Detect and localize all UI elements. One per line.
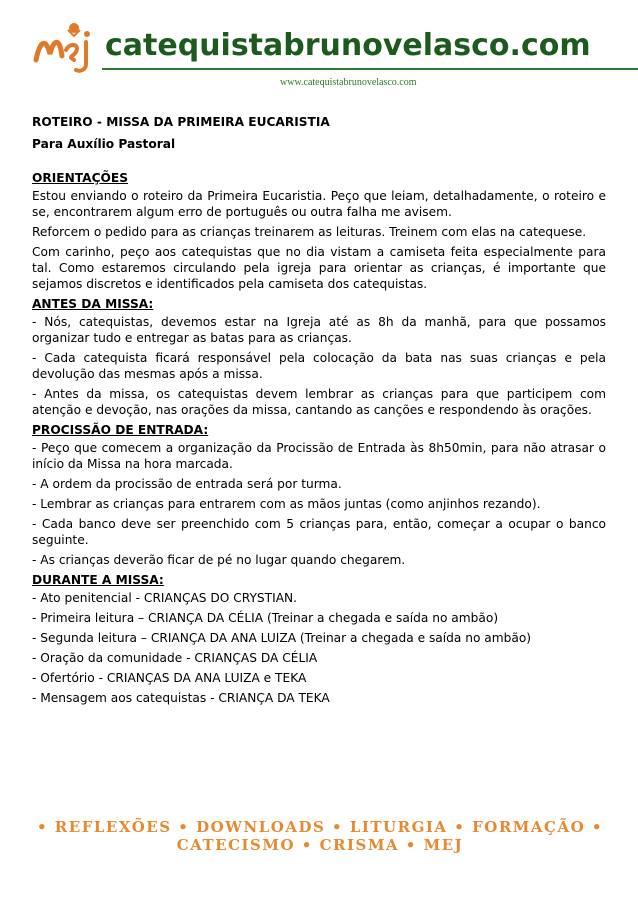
document-title: ROTEIRO - MISSA DA PRIMEIRA EUCARISTIA [32, 115, 330, 129]
site-url-link[interactable]: www.catequistabrunovelasco.com [280, 77, 417, 88]
list-item: - Primeira leitura – CRIANÇA DA CÉLIA (Treinar a chegada e saída no ambão) [32, 611, 499, 625]
paragraph: - Lembrar as crianças para entrarem com as mãos juntas (como anjinhos rezando). [32, 497, 541, 511]
list-item: - Ato penitencial - CRIANÇAS DO CRYSTIAN. [32, 591, 298, 605]
paragraph: - Cada banco deve ser preenchido com 5 crianças para, então, começar a ocupar o banco seguinte. [32, 517, 606, 547]
list-item: - Mensagem aos catequistas - CRIANÇA DA TEKA [32, 691, 330, 705]
paragraph: Reforcem o pedido para as crianças treinarem as leituras. Treinem com elas na catequese. [32, 225, 587, 239]
footer-nav-line-2[interactable]: CATECISMO • CRISMA • MEJ [176, 836, 464, 854]
document-subtitle: Para Auxílio Pastoral [32, 137, 176, 151]
paragraph: - Nós, catequistas, devemos estar na Igreja até as 8h da manhã, para que possamos organizar tudo e entregar as batas para as crianças. [32, 315, 606, 345]
section-heading-orientacoes: ORIENTAÇÕES [32, 171, 129, 185]
section-heading-antes: ANTES DA MISSA: [32, 297, 154, 311]
paragraph: - As crianças deverão ficar de pé no lugar quando chegarem. [32, 553, 406, 567]
paragraph: - Cada catequista ficará responsável pela colocação da bata nas suas crianças e pela devolução das mesmas após a missa. [32, 351, 606, 381]
paragraph: Estou enviando o roteiro da Primeira Eucaristia. Peço que leiam, detalhadamente, o roteiro e se, encontrarem algum erro de português ou outra falha me avisem. [32, 189, 606, 219]
mej-logo-icon [30, 20, 100, 74]
paragraph: Com carinho, peço aos catequistas que no dia vistam a camiseta feita especialmente para tal. Como estaremos circulando pela igreja para orientar as crianças, é importante que sejamos discretos e identificados pela camiseta dos catequistas. [32, 245, 606, 291]
paragraph: - A ordem da procissão de entrada será por turma. [32, 477, 342, 491]
footer-nav-line-1[interactable]: • REFLEXÕES • DOWNLOADS • LITURGIA • FORMAÇÃO • [37, 818, 603, 836]
list-item: - Oração da comunidade - CRIANÇAS DA CÉLIA [32, 651, 318, 665]
document-body [32, 114, 606, 710]
paragraph: - Peço que comecem a organização da Procissão de Entrada às 8h50min, para não atrasar o início da Missa na hora marcada. [32, 441, 606, 471]
paragraph: - Antes da missa, os catequistas devem lembrar as crianças para que participem com atenção e devoção, nas orações da missa, cantando as canções e respondendo às orações. [32, 387, 606, 417]
site-header [30, 8, 610, 88]
section-heading-durante: DURANTE A MISSA: [32, 573, 164, 587]
section-heading-procissao: PROCISSÃO DE ENTRADA: [32, 423, 209, 437]
list-item: - Segunda leitura – CRIANÇA DA ANA LUIZA (Treinar a chegada e saída no ambão) [32, 631, 532, 645]
site-title: catequistabrunovelasco.com [105, 28, 591, 63]
header-divider [102, 68, 638, 70]
list-item: - Ofertório - CRIANÇAS DA ANA LUIZA e TEKA [32, 671, 307, 685]
site-footer-nav [20, 818, 620, 854]
